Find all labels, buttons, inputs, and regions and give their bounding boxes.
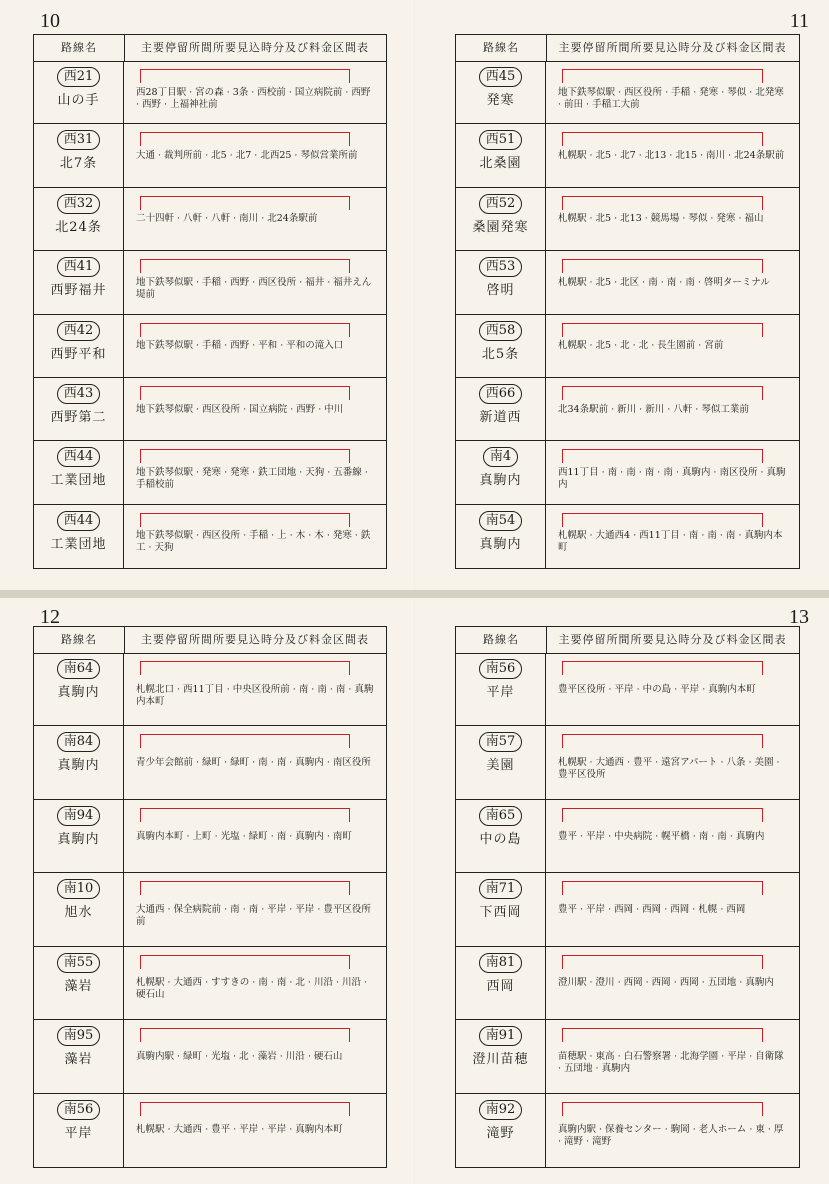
page-12 — [0, 598, 414, 1184]
table-header — [34, 35, 386, 62]
fare-section-line — [140, 323, 350, 324]
route-label — [34, 188, 124, 250]
route-row — [456, 441, 799, 504]
stop-list: 西28丁目駅 · 宮の森 · 3条 · 西校前 · 国立病院前 · 西野 · 西野 · 上福神社前 — [136, 86, 371, 110]
fare-section-tick — [762, 386, 763, 400]
route-row — [456, 61, 799, 124]
route-row — [34, 378, 386, 441]
route-code-badge: 南94 — [57, 806, 101, 826]
route-name: 藻岩 — [64, 1052, 93, 1068]
fare-section-line — [562, 449, 763, 450]
route-label — [34, 1020, 124, 1092]
stop-list: 豊平区役所 · 平岸 · 中の島 · 平岸 · 真駒内本町 — [558, 683, 756, 695]
fare-section-line — [140, 513, 350, 514]
fare-section-tick — [562, 323, 563, 337]
route-code-badge: 南4 — [483, 447, 518, 467]
fare-section-tick — [762, 661, 763, 675]
route-stops — [554, 947, 793, 1019]
fare-section-tick — [762, 1028, 763, 1042]
stop-list: 札幌駅 · 大通西4 · 西11丁目 · 南 · 南 · 南 · 真駒内本町 — [558, 530, 783, 554]
fare-section-tick — [562, 259, 563, 273]
fare-section-line — [562, 1102, 763, 1103]
route-code-badge: 西53 — [479, 257, 523, 277]
stop-list: 札幌駅 · 北5 · 北区 · 南 · 南 · 南 · 啓明ターミナル — [558, 276, 770, 288]
fare-section-line — [562, 196, 763, 197]
fare-section-tick — [762, 513, 763, 527]
stop-list: 札幌北口 · 西11丁目 · 中央区役所前 · 南 · 南 · 南 · 真駒内本町 — [136, 683, 374, 707]
route-stops — [554, 653, 793, 725]
stop-list: 札幌駅 · 北5 · 北13 · 競馬場 · 琴似 · 発寒 · 福山 — [558, 213, 764, 225]
fare-section-tick — [140, 323, 141, 337]
fare-section-tick — [562, 69, 563, 83]
route-stops — [554, 726, 793, 798]
route-row — [34, 1094, 386, 1167]
stop-list: 青少年会館前 · 緑町 · 緑町 · 南 · 南 · 真駒内 · 南区役所 — [136, 757, 371, 769]
fare-section-line — [562, 881, 763, 882]
fare-section-tick — [140, 259, 141, 273]
route-code-badge: 南84 — [57, 732, 101, 752]
route-stops — [554, 251, 793, 313]
route-name: 澄川苗穂 — [472, 1052, 529, 1068]
route-label — [456, 873, 546, 945]
fare-section-line — [562, 386, 763, 387]
route-code-badge: 南54 — [479, 511, 523, 531]
route-stops — [132, 188, 380, 250]
route-code-badge: 南91 — [479, 1026, 523, 1046]
fare-section-tick — [140, 449, 141, 463]
route-label — [456, 726, 546, 798]
fare-section-line — [562, 513, 763, 514]
route-row — [456, 378, 799, 441]
fare-section-tick — [762, 259, 763, 273]
fare-section-tick — [562, 196, 563, 210]
route-name: 平岸 — [64, 1125, 93, 1141]
route-code-badge: 西32 — [57, 194, 101, 214]
fare-section-line — [562, 69, 763, 70]
route-stops — [132, 441, 380, 503]
route-name: 北24条 — [55, 219, 102, 235]
route-row — [456, 251, 799, 314]
route-name: 工業団地 — [50, 473, 107, 489]
stop-list: 札幌駅 · 北5 · 北 · 北 · 長生園前 · 宮前 — [558, 340, 724, 352]
fare-section-tick — [562, 1102, 563, 1116]
route-stops — [132, 251, 380, 313]
route-row — [34, 505, 386, 568]
fare-section-line — [140, 1028, 350, 1029]
fare-section-line — [140, 881, 350, 882]
page-10 — [0, 0, 414, 590]
route-label — [456, 505, 546, 568]
route-row — [34, 441, 386, 504]
info-col-header: 主要停留所間所要見込時分及び料金区間表 — [141, 41, 369, 54]
stop-list: 札幌駅 · 大通西 · 豊平 · 平岸 · 平岸 · 真駒内本町 — [136, 1124, 343, 1136]
route-col-header: 路線名 — [34, 35, 125, 61]
stop-list: 地下鉄琴似駅 · 手稲 · 西野 · 平和 · 平和の滝入口 — [136, 340, 344, 352]
route-label — [34, 315, 124, 377]
route-row — [34, 124, 386, 187]
route-code-badge: 南56 — [479, 659, 523, 679]
route-table — [455, 626, 800, 1168]
fare-section-line — [562, 661, 763, 662]
route-stops — [554, 1094, 793, 1167]
fare-section-tick — [562, 1028, 563, 1042]
route-row — [456, 947, 799, 1020]
fare-section-tick — [349, 1028, 350, 1042]
stop-list: 地下鉄琴似駅 · 手稲 · 西野 · 西区役所 · 福井 · 福井えん堤前 — [136, 276, 372, 300]
fare-section-tick — [140, 881, 141, 895]
fare-section-tick — [140, 196, 141, 210]
route-label — [456, 441, 546, 503]
fare-section-line — [562, 808, 763, 809]
route-label — [34, 653, 124, 725]
fare-section-tick — [349, 69, 350, 83]
route-col-header: 路線名 — [456, 627, 547, 653]
info-col-header: 主要停留所間所要見込時分及び料金区間表 — [141, 633, 369, 646]
route-label — [34, 505, 124, 568]
fare-section-line — [140, 734, 350, 735]
route-row — [34, 251, 386, 314]
page-number: 11 — [789, 10, 809, 32]
route-row — [34, 61, 386, 124]
route-stops — [554, 873, 793, 945]
fare-section-line — [562, 132, 763, 133]
fare-section-line — [562, 259, 763, 260]
route-stops — [554, 188, 793, 250]
route-name: 旭水 — [64, 905, 93, 921]
stop-list: 大通西 · 保全病院前 · 南 · 南 · 平岸 · 平岸 · 豊平区役所前 — [136, 903, 371, 927]
table-header — [456, 35, 799, 62]
route-row — [456, 505, 799, 568]
route-name: 真駒内 — [57, 685, 100, 700]
fare-section-tick — [562, 881, 563, 895]
route-code-badge: 南65 — [479, 806, 523, 826]
route-row — [34, 653, 386, 726]
fare-section-tick — [562, 386, 563, 400]
fare-section-tick — [562, 513, 563, 527]
stop-list: 真駒内駅 · 保養センター · 駒岡 · 老人ホーム · 東 · 厚 · 滝野 · 滝野 — [558, 1124, 784, 1148]
fare-section-tick — [349, 881, 350, 895]
route-row — [34, 188, 386, 251]
route-name: 藻岩 — [64, 978, 93, 994]
fare-section-line — [140, 386, 350, 387]
route-code-badge: 西52 — [479, 194, 523, 214]
stop-list: 地下鉄琴似駅 · 西区役所 · 手稲 · 発寒 · 琴似 · 北発寒 · 前田 · 手稲工大前 — [558, 86, 784, 110]
page-gutter — [0, 590, 829, 598]
route-label — [456, 124, 546, 186]
fare-section-tick — [140, 1102, 141, 1116]
fare-section-tick — [140, 808, 141, 822]
route-stops — [132, 800, 380, 872]
fare-section-tick — [140, 734, 141, 748]
route-stops — [132, 726, 380, 798]
route-label — [34, 124, 124, 186]
route-label — [34, 251, 124, 313]
fare-section-tick — [140, 661, 141, 675]
route-table — [455, 34, 800, 569]
stop-list: 西11丁目 · 南 · 南 · 南 · 南 · 真駒内 · 南区役所 · 真駒内 — [558, 466, 786, 490]
route-row — [456, 653, 799, 726]
stop-list: 札幌駅 · 大通西 · 豊平 · 遠宮アパート · 八条 · 美園 · 豊平区役所 — [558, 757, 780, 781]
route-label — [34, 1094, 124, 1167]
fare-section-line — [140, 449, 350, 450]
route-col-header: 路線名 — [34, 627, 125, 653]
route-name: 西野平和 — [50, 346, 107, 362]
table-header — [34, 627, 386, 654]
route-code-badge: 西43 — [57, 384, 101, 404]
fare-section-tick — [762, 1102, 763, 1116]
route-label — [456, 653, 546, 725]
route-name: 下西岡 — [479, 905, 522, 921]
fare-section-line — [562, 1028, 763, 1029]
stop-list: 二十四軒 · 八軒 · 八軒 · 南川 · 北24条駅前 — [136, 213, 318, 225]
route-stops — [554, 378, 793, 440]
route-name: 発寒 — [486, 93, 515, 108]
route-stops — [554, 1020, 793, 1092]
fare-section-tick — [349, 323, 350, 337]
route-label — [456, 315, 546, 377]
fare-section-tick — [762, 955, 763, 969]
route-code-badge: 西21 — [57, 67, 101, 87]
fare-section-tick — [562, 808, 563, 822]
fare-section-tick — [349, 386, 350, 400]
fare-section-line — [140, 661, 350, 662]
fare-section-tick — [349, 955, 350, 969]
route-name: 北7条 — [59, 156, 98, 172]
route-label — [34, 947, 124, 1019]
fare-section-tick — [349, 808, 350, 822]
route-row — [456, 1020, 799, 1093]
route-name: 西野福井 — [50, 283, 107, 299]
stop-list: 札幌駅 · 大通西 · すすきの · 南 · 南 · 北 · 川沿 · 川沿 · 硬石山 — [136, 977, 368, 1001]
route-stops — [554, 124, 793, 186]
route-name: 真駒内 — [57, 758, 100, 774]
route-row — [34, 726, 386, 799]
fare-section-tick — [762, 323, 763, 337]
route-code-badge: 西42 — [57, 321, 101, 341]
route-code-badge: 南81 — [479, 953, 523, 973]
fare-section-line — [140, 132, 350, 133]
route-label — [456, 61, 546, 123]
info-col-header: 主要停留所間所要見込時分及び料金区間表 — [558, 41, 787, 54]
route-stops — [132, 61, 380, 123]
route-label — [456, 378, 546, 440]
fare-section-tick — [349, 661, 350, 675]
fare-section-tick — [349, 196, 350, 210]
fare-section-tick — [140, 1028, 141, 1042]
page-11 — [415, 0, 829, 590]
fare-section-line — [562, 323, 763, 324]
fare-section-line — [562, 955, 763, 956]
route-stops — [132, 124, 380, 186]
route-stops — [132, 378, 380, 440]
route-code-badge: 西51 — [479, 130, 523, 150]
route-code-badge: 南10 — [57, 879, 101, 899]
fare-section-tick — [762, 881, 763, 895]
route-row — [456, 873, 799, 946]
fare-section-tick — [349, 132, 350, 146]
route-label — [34, 873, 124, 945]
fare-section-tick — [762, 449, 763, 463]
route-label — [34, 726, 124, 798]
fare-section-tick — [349, 734, 350, 748]
fare-section-tick — [762, 69, 763, 83]
route-name: 西野第二 — [50, 409, 107, 425]
route-label — [34, 441, 124, 503]
route-row — [34, 873, 386, 946]
route-code-badge: 西44 — [57, 447, 101, 467]
page-13 — [415, 598, 829, 1184]
stop-list: 澄川駅 · 澄川 · 西岡 · 西岡 · 西岡 · 五団地 · 真駒内 — [558, 977, 774, 989]
fare-section-tick — [140, 132, 141, 146]
route-name: 桑園発寒 — [472, 219, 529, 235]
fare-section-line — [562, 734, 763, 735]
route-row — [456, 1094, 799, 1167]
stop-list: 北34条駅前 · 新川 · 新川 · 八軒 · 琴似工業前 — [558, 403, 749, 415]
stop-list: 豊平 · 平岸 · 中央病院 · 幌平橋 · 南 · 南 · 真駒内 — [558, 830, 765, 842]
route-code-badge: 西41 — [57, 257, 101, 277]
fare-section-tick — [562, 449, 563, 463]
route-stops — [554, 315, 793, 377]
fare-section-tick — [762, 196, 763, 210]
route-label — [34, 378, 124, 440]
info-col-header: 主要停留所間所要見込時分及び料金区間表 — [558, 633, 787, 646]
route-row — [34, 800, 386, 873]
stop-list: 大通 · 裁判所前 · 北5 · 北7 · 北西25 · 琴似営業所前 — [136, 150, 358, 162]
route-stops — [132, 947, 380, 1019]
stop-list: 地下鉄琴似駅 · 西区役所 · 国立病院 · 西野 · 中川 — [136, 403, 344, 415]
route-col-header: 路線名 — [456, 35, 547, 61]
fare-section-tick — [562, 132, 563, 146]
route-label — [34, 61, 124, 123]
fare-section-tick — [140, 69, 141, 83]
route-code-badge: 南55 — [57, 953, 101, 973]
route-label — [456, 947, 546, 1019]
fare-section-line — [140, 808, 350, 809]
route-code-badge: 南57 — [479, 732, 523, 752]
page-number: 12 — [40, 606, 60, 628]
fare-section-tick — [762, 132, 763, 146]
fare-section-line — [140, 196, 350, 197]
route-table — [33, 626, 387, 1168]
route-code-badge: 南71 — [479, 879, 523, 899]
route-stops — [554, 61, 793, 123]
route-label — [456, 800, 546, 872]
route-row — [34, 947, 386, 1020]
route-row — [34, 1020, 386, 1093]
table-header — [456, 627, 799, 654]
fare-section-tick — [140, 955, 141, 969]
stop-list: 豊平 · 平岸 · 西岡 · 西岡 · 西岡 · 札幌 · 西岡 — [558, 903, 746, 915]
route-name: 真駒内 — [479, 473, 522, 489]
route-row — [34, 315, 386, 378]
fare-section-line — [140, 1102, 350, 1103]
page-number: 13 — [789, 606, 809, 628]
route-name: 西岡 — [486, 978, 515, 994]
fare-section-tick — [140, 386, 141, 400]
stop-list: 苗穂駅 · 東高 · 白石警察署 · 北海学園 · 平岸 · 自衛隊 · 五団地 · 真駒内 — [558, 1050, 784, 1074]
route-code-badge: 西45 — [479, 67, 523, 87]
fare-section-line — [140, 259, 350, 260]
route-name: 平岸 — [486, 685, 515, 700]
route-row — [456, 124, 799, 187]
route-code-badge: 南56 — [57, 1100, 101, 1120]
route-stops — [554, 800, 793, 872]
route-code-badge: 西44 — [57, 511, 101, 531]
route-table — [33, 34, 387, 569]
route-code-badge: 西58 — [479, 321, 523, 341]
stop-list: 真駒内本町 · 上町 · 光塩 · 緑町 · 南 · 真駒内 · 南町 — [136, 830, 352, 842]
fare-section-tick — [349, 513, 350, 527]
fare-section-line — [140, 955, 350, 956]
fare-section-tick — [562, 661, 563, 675]
fare-section-tick — [140, 513, 141, 527]
fare-section-tick — [562, 734, 563, 748]
route-label — [456, 188, 546, 250]
route-stops — [554, 505, 793, 568]
route-name: 工業団地 — [50, 536, 107, 552]
route-code-badge: 南92 — [479, 1100, 523, 1120]
fare-section-tick — [349, 449, 350, 463]
route-name: 美園 — [486, 758, 515, 774]
route-stops — [132, 505, 380, 568]
stop-list: 札幌駅 · 北5 · 北7 · 北13 · 北15 · 南川 · 北24条駅前 — [558, 150, 785, 162]
route-stops — [132, 1020, 380, 1092]
fare-section-tick — [349, 259, 350, 273]
route-name: 中の島 — [479, 831, 522, 847]
route-stops — [554, 441, 793, 503]
route-name: 真駒内 — [57, 831, 100, 847]
route-row — [456, 188, 799, 251]
fare-section-tick — [762, 734, 763, 748]
route-name: 滝野 — [486, 1125, 515, 1141]
route-name: 北5条 — [481, 346, 520, 362]
stop-list: 真駒内駅 · 緑町 · 光塩 · 北 · 藻岩 · 川沿 · 硬石山 — [136, 1050, 343, 1062]
stop-list: 地下鉄琴似駅 · 西区役所 · 手稲 · 上 · 木 · 木 · 発寒 · 鉄工 · 天狗 — [136, 530, 371, 554]
fare-section-line — [140, 69, 350, 70]
page-number: 10 — [40, 10, 60, 32]
route-stops — [132, 315, 380, 377]
route-label — [456, 251, 546, 313]
route-name: 真駒内 — [479, 536, 522, 552]
route-name: 新道西 — [479, 409, 522, 425]
route-code-badge: 西66 — [479, 384, 523, 404]
route-name: 北桑園 — [479, 156, 522, 172]
fare-section-tick — [762, 808, 763, 822]
route-label — [456, 1020, 546, 1092]
route-stops — [132, 653, 380, 725]
route-name: 山の手 — [57, 93, 100, 108]
route-name: 啓明 — [486, 283, 515, 299]
route-stops — [132, 1094, 380, 1167]
route-row — [456, 726, 799, 799]
route-label — [34, 800, 124, 872]
route-label — [456, 1094, 546, 1167]
stop-list: 地下鉄琴似駅 · 発寒 · 発寒 · 鉄工団地 · 天狗 · 五番線 · 手稲校前 — [136, 466, 368, 490]
route-code-badge: 南95 — [57, 1026, 101, 1046]
route-code-badge: 南64 — [57, 659, 101, 679]
route-code-badge: 西31 — [57, 130, 101, 150]
route-stops — [132, 873, 380, 945]
route-row — [456, 315, 799, 378]
fare-section-tick — [349, 1102, 350, 1116]
fare-section-tick — [562, 955, 563, 969]
route-row — [456, 800, 799, 873]
